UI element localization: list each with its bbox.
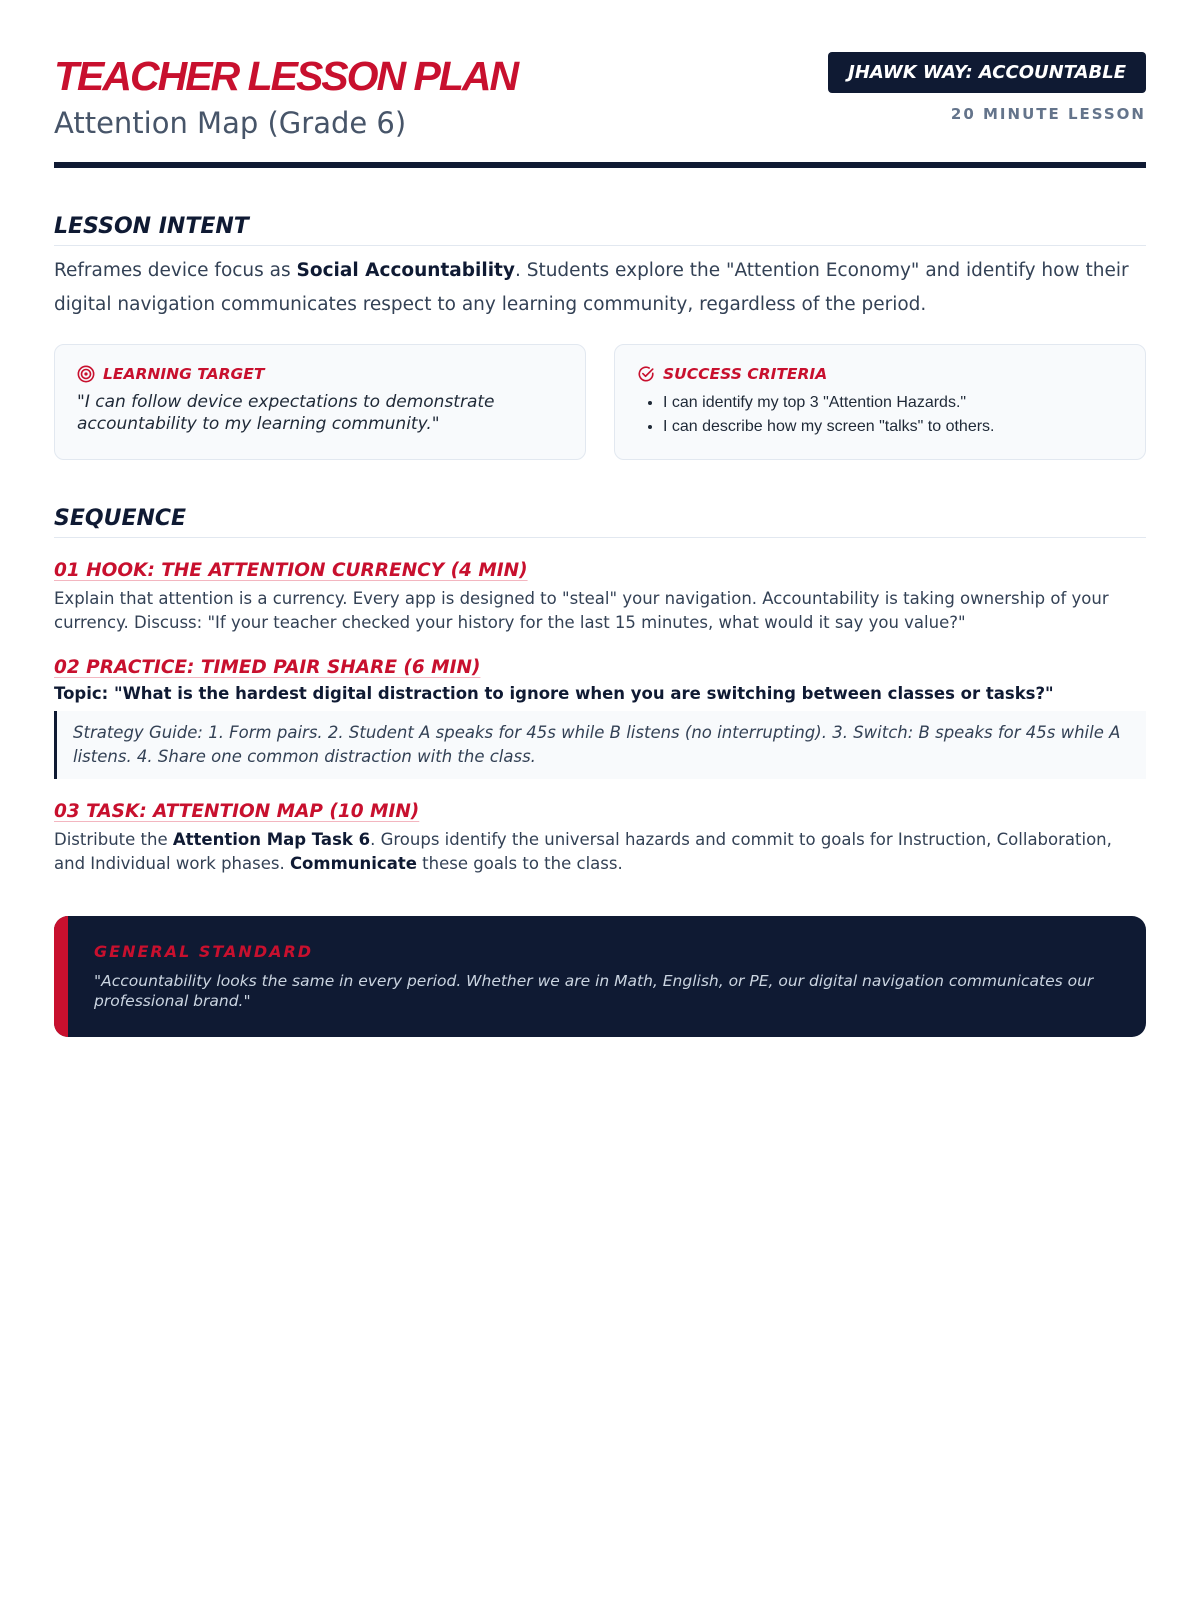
sequence-heading: SEQUENCE: [54, 506, 1146, 538]
header: [54, 52, 1146, 162]
general-standard-quote: "Accountability looks the same in every period. Whether we are in Math, English, or PE, our digital navigation communicates our professional brand.": [94, 972, 1094, 1010]
hook-step-text: Explain that attention is a currency. Every app is designed to "steal" your navigation. Accountability is taking ownership of your currency. Discuss: "If your teacher checked your history for the last 15 minutes, what would it say you value?": [54, 589, 1109, 632]
title-block: [54, 52, 517, 140]
task-step-title: 03 TASK: ATTENTION MAP (10 MIN): [54, 801, 420, 822]
success-criteria-card: [614, 344, 1146, 460]
general-standard-label: GENERAL STANDARD: [94, 942, 314, 961]
success-criteria-label: SUCCESS CRITERIA: [663, 365, 828, 383]
task-step-text: Distribute the Attention Map Task 6. Groups identify the universal hazards and commit to goals for Instruction, Collaboration, and Individual work phases. Communicate these goals to the class.: [54, 830, 1112, 873]
header-meta: [828, 52, 1146, 123]
lesson-intent-text: Reframes device focus as Social Accountability. Students explore the "Attention Economy" and identify how their digital navigation communicates respect to any learning community, regardless of the period.: [54, 260, 1129, 315]
general-standard-banner: [54, 916, 1146, 1037]
check-circle-icon: [637, 365, 655, 383]
lesson-intent-heading: LESSON INTENT: [54, 214, 1146, 246]
target-icon: [77, 365, 95, 383]
practice-step-title: 02 PRACTICE: TIMED PAIR SHARE (6 MIN): [54, 657, 481, 678]
hook-step-title: 01 HOOK: THE ATTENTION CURRENCY (4 MIN): [54, 560, 528, 581]
learning-target-quote: "I can follow device expectations to demonstrate accountability to my learning community.": [77, 392, 495, 434]
success-criteria-list: [637, 391, 1123, 439]
practice-topic: Topic: "What is the hardest digital distraction to ignore when you are switching between classes or tasks?": [54, 684, 1054, 703]
page-title: TEACHER LESSON PLAN: [54, 53, 518, 99]
learning-target-card: [54, 344, 586, 460]
header-divider: [54, 162, 1146, 168]
strategy-guide: Strategy Guide: 1. Form pairs. 2. Student A speaks for 45s while B listens (no interrupting). 3. Switch: B speaks for 45s while A listens. 4. Share one common distraction with the class.: [54, 711, 1146, 779]
jhawk-way-badge: JHAWK WAY: ACCOUNTABLE: [828, 52, 1146, 93]
objective-cards: [54, 344, 1146, 460]
page-subtitle: Attention Map (Grade 6): [54, 106, 407, 140]
task-bold-verb: Communicate: [289, 854, 417, 873]
task-bold-term: Attention Map Task 6: [172, 830, 371, 849]
list-item: • I can describe how my screen "talks" to others.: [663, 415, 1123, 439]
list-item: • I can identify my top 3 "Attention Hazards.": [663, 391, 1123, 415]
learning-target-label: LEARNING TARGET: [103, 365, 265, 383]
lesson-duration: 20 MINUTE LESSON: [950, 105, 1146, 123]
intent-bold-term: Social Accountability: [296, 260, 515, 281]
